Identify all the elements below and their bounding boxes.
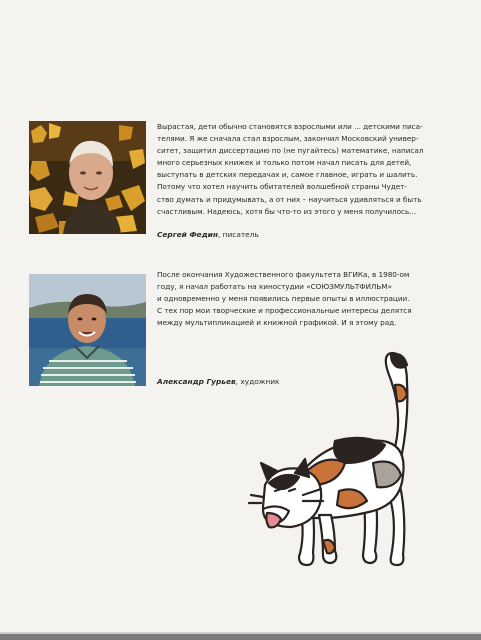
illustrator-role: , художник <box>235 377 280 386</box>
cartoon-cat-illustration <box>245 345 435 575</box>
bio-line: и одновременно у меня появились первые опыты в иллюстрации. <box>157 294 410 304</box>
bio-line: году, я начал работать на киностудии «СОЮЗМУЛЬТФИЛЬМ» <box>157 282 392 292</box>
bio-line: После окончания Художественного факультета ВГИКа, в 1980-ом <box>157 270 410 279</box>
bio-line: выступать в детских передачах и, самое главное, играть и шалить. <box>157 170 418 180</box>
bio-line: Потому что хотел научить обитателей волшебной страны Чудет- <box>157 182 407 192</box>
illustrator-name: Александр Гурьев <box>157 377 236 386</box>
bio-line: телями. Я же сначала стал взрослым, закончил Московский универ- <box>157 134 419 144</box>
writer-bio <box>157 121 437 218</box>
bio-line: С тех пор мои творческие и профессиональные интересы делятся <box>157 306 412 316</box>
writer-name: Сергей Федин <box>157 230 218 239</box>
writer-role: , писатель <box>217 230 259 239</box>
bio-line: много серьезных книжек и только потом начал писать для детей, <box>157 158 412 168</box>
writer-signature <box>157 229 259 241</box>
author-photo-illustrator <box>29 274 146 386</box>
author-photo-writer <box>29 121 146 234</box>
page-bottom-edge <box>0 634 481 640</box>
bio-line: счастливым. Надеюсь, хотя бы что-то из этого у меня получилось... <box>157 206 417 216</box>
bio-line: ситет, защитил диссертацию по (не пугайтесь) математике, написал <box>157 146 424 156</box>
bio-line: ство думать и придумывать, а от них – научиться удивляться и быть <box>157 194 422 204</box>
bio-line: Вырастая, дети обычно становятся взрослыми или ... детскими писа- <box>157 122 423 131</box>
illustrator-bio <box>157 269 437 329</box>
bio-line: между мультипликацией и книжной графикой. И я этому рад. <box>157 318 397 328</box>
